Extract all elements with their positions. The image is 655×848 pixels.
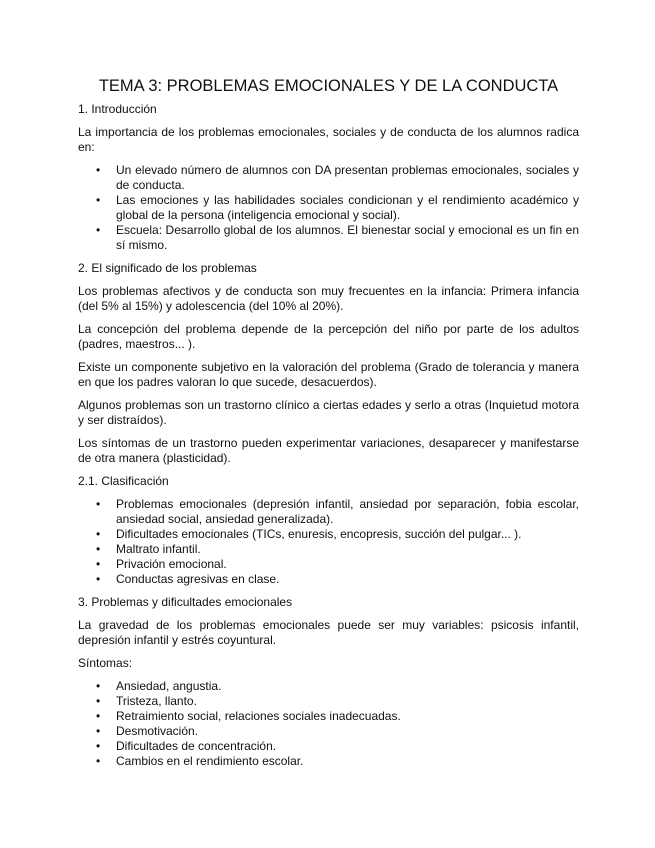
bullet-list [78,679,579,769]
list-item-text: Ansiedad, angustia. [116,679,222,693]
paragraph: La gravedad de los problemas emocionales puede ser muy variables: psicosis infantil, depresión infantil y estrés coyuntural. [78,618,579,647]
list-item-text: Tristeza, llanto. [116,694,197,708]
bullet-icon: • [96,754,101,768]
bullet-icon: • [96,694,101,708]
paragraph: Algunos problemas son un trastorno clínico a ciertas edades y serlo a otras (Inquietud motora y ser distraídos). [78,398,579,427]
list-item [78,572,579,587]
list-item [78,724,579,739]
symptoms-label: Síntomas: [78,656,133,670]
list-item-text: Las emociones y las habilidades sociales condicionan y el rendimiento académico y global de la persona (inteligencia emocional y social). [116,193,579,222]
list-item [78,497,579,527]
list-item-text: Conductas agresivas en clase. [116,572,280,586]
list-item [78,527,579,542]
section-heading: 2.1. Clasificación [78,474,169,488]
bullet-icon: • [96,572,101,586]
list-item [78,694,579,709]
paragraph: Los síntomas de un trastorno pueden experimentar variaciones, desaparecer y manifestarse de otra manera (plasticidad). [78,436,579,465]
list-item-text: Desmotivación. [116,724,199,738]
list-item-text: Dificultades emocionales (TICs, enuresis, encopresis, succión del pulgar... ). [116,527,522,541]
bullet-icon: • [96,163,101,177]
list-item [78,679,579,694]
section-heading: 1. Introducción [78,102,157,116]
bullet-list [78,497,579,587]
document-page [78,76,579,777]
bullet-icon: • [96,193,101,207]
list-item [78,754,579,769]
bullet-icon: • [96,557,101,571]
bullet-list [78,163,579,253]
bullet-icon: • [96,497,101,511]
list-item-text: Escuela: Desarrollo global de los alumnos. El bienestar social y emocional es un fin en sí mismo. [116,223,579,252]
list-item-text: Un elevado número de alumnos con DA presentan problemas emocionales, sociales y de conducta. [116,163,579,192]
bullet-icon: • [96,724,101,738]
list-item [78,739,579,754]
list-item [78,163,579,193]
list-item-text: Maltrato infantil. [116,542,201,556]
bullet-icon: • [96,542,101,556]
paragraph: Los problemas afectivos y de conducta son muy frecuentes en la infancia: Primera infancia (del 5% al 15%) y adolescencia (del 10% al 20%). [78,284,579,313]
list-item [78,223,579,253]
list-item-text: Privación emocional. [116,557,227,571]
list-item-text: Dificultades de concentración. [116,739,277,753]
list-item [78,709,579,724]
list-item-text: Cambios en el rendimiento escolar. [116,754,304,768]
section-heading: 2. El significado de los problemas [78,261,257,275]
section-heading: 3. Problemas y dificultades emocionales [78,595,293,609]
list-item-text: Retraimiento social, relaciones sociales inadecuadas. [116,709,401,723]
bullet-icon: • [96,679,101,693]
paragraph: Existe un componente subjetivo en la valoración del problema (Grado de tolerancia y manera en que los padres valoran lo que sucede, desacuerdos). [78,360,579,389]
list-item-text: Problemas emocionales (depresión infantil, ansiedad por separación, fobia escolar, ansiedad social, ansiedad generalizada). [116,497,579,526]
bullet-icon: • [96,223,101,237]
bullet-icon: • [96,527,101,541]
bullet-icon: • [96,709,101,723]
paragraph: La importancia de los problemas emocionales, sociales y de conducta de los alumnos radica en: [78,125,579,154]
list-item [78,557,579,572]
bullet-icon: • [96,739,101,753]
list-item [78,542,579,557]
list-item [78,193,579,223]
document-title: TEMA 3: PROBLEMAS EMOCIONALES Y DE LA CONDUCTA [98,77,559,95]
paragraph: La concepción del problema depende de la percepción del niño por parte de los adultos (padres, maestros... ). [78,322,579,351]
